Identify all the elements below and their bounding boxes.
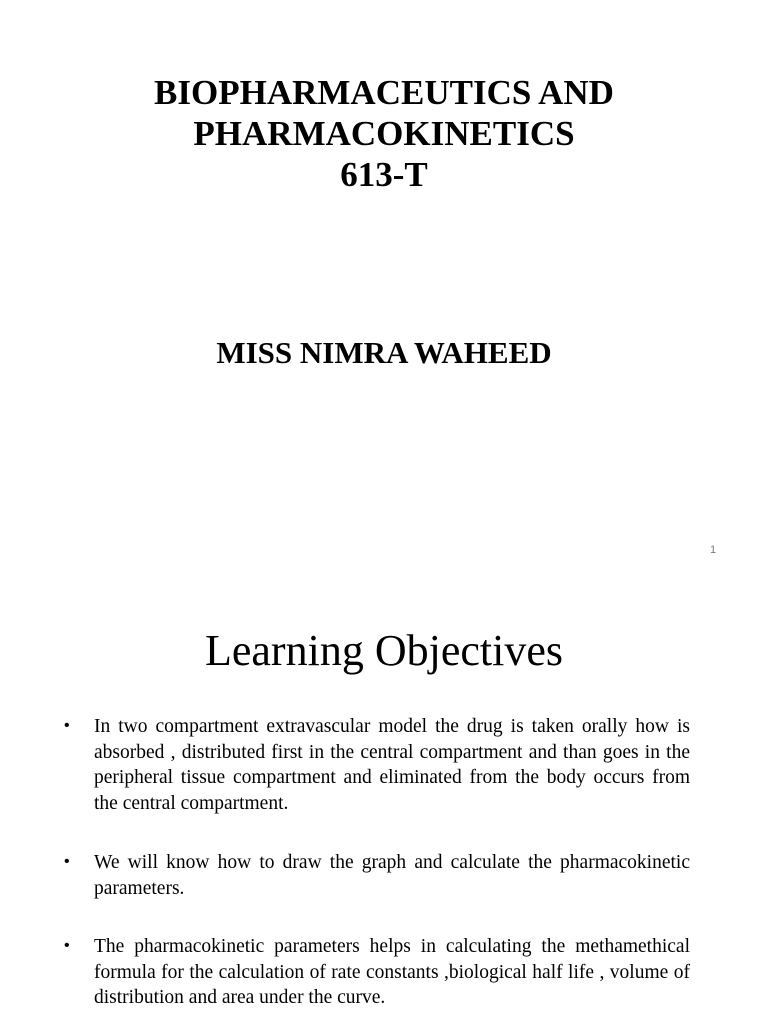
- course-code: 613-T: [340, 155, 428, 194]
- course-title-line: PHARMACOKINETICS: [193, 114, 575, 153]
- bullet-icon: •: [64, 937, 70, 954]
- list-item: [64, 850, 690, 901]
- author-name: MISS NIMRA WAHEED: [216, 335, 552, 370]
- bullet-icon: •: [64, 717, 70, 734]
- bullet-icon: •: [64, 853, 70, 870]
- slide-page-number: 1: [710, 544, 717, 556]
- list-item-text: In two compartment extravascular model the drug is taken orally how is absorbed , distributed first in the central compartment and than goes in the peripheral tissue compartment and eliminated from the body occurs from the central compartment.: [94, 716, 690, 814]
- course-title-line: BIOPHARMACEUTICS AND: [154, 73, 614, 112]
- list-item-text: We will know how to draw the graph and calculate the pharmacokinetic parameters.: [94, 852, 690, 899]
- list-item: [64, 714, 690, 816]
- slide-heading: Learning Objectives: [205, 626, 563, 675]
- course-title: [0, 72, 768, 195]
- objectives-list: [64, 714, 690, 1011]
- list-item-text: The pharmacokinetic parameters helps in calculating the methamethical formula for the calculation of rate constants ,biological half life , volume of distribution and area under the curve.: [94, 936, 690, 1008]
- learning-objectives-slide: [0, 576, 768, 1024]
- list-item: [64, 934, 690, 1011]
